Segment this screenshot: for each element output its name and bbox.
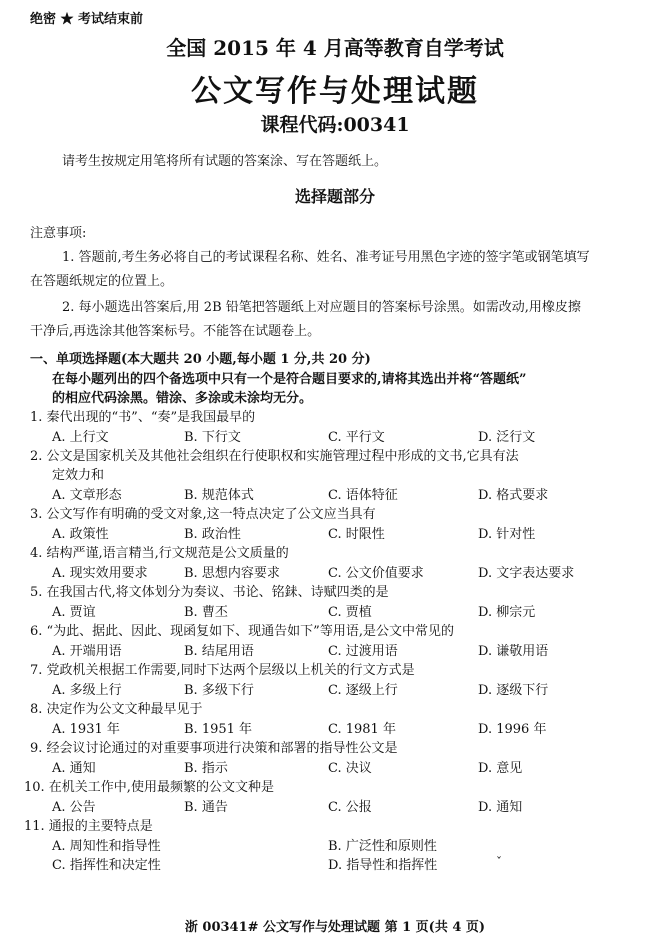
- option-b: B. 结尾用语: [184, 644, 254, 659]
- question-stem: 11. 通报的主要特点是: [24, 819, 153, 834]
- option-b: B. 指示: [184, 761, 228, 776]
- question-stem: 1. 秦代出现的“书”、“奏”是我国最早的: [30, 410, 256, 425]
- option-b: B. 多级下行: [184, 683, 254, 698]
- option-a: A. 公告: [52, 800, 96, 815]
- option-c: C. 逐级上行: [328, 683, 398, 698]
- note-line: 2. 每小题选出答案后,用 2B 铅笔把答题纸上对应题目的答案标号涂黑。如需改动,用橡皮擦: [62, 300, 581, 315]
- option-d: D. 1996 年: [478, 722, 547, 737]
- option-d: D. 柳宗元: [478, 605, 536, 620]
- option-a: A. 上行文: [52, 430, 109, 445]
- option-d: D. 泛行文: [478, 430, 536, 445]
- note-line: 在答题纸规定的位置上。: [30, 274, 174, 289]
- exam-title: 全国 2015 年 4 月高等教育自学考试: [166, 36, 504, 60]
- part-description: 的相应代码涂黑。错涂、多涂或未涂均无分。: [52, 391, 313, 406]
- option-c: C. 贾植: [328, 605, 372, 620]
- option-d: D. 针对性: [478, 527, 536, 542]
- option-c: C. 过渡用语: [328, 644, 398, 659]
- option-c: C. 时限性: [328, 527, 385, 542]
- option-c: C. 公报: [328, 800, 372, 815]
- question-stem: 5. 在我国古代,将文体划分为奏议、书论、铭銇、诗赋四类的是: [30, 585, 389, 600]
- option-a: A. 现实效用要求: [52, 566, 148, 581]
- option-d: D. 通知: [478, 800, 523, 815]
- part-description: 在每小题列出的四个备选项中只有一个是符合题目要求的,请将其选出并将“答题纸”: [52, 372, 527, 387]
- option-a: A. 通知: [52, 761, 96, 776]
- option-b: B. 1951 年: [184, 722, 253, 737]
- question-stem: 7. 党政机关根据工作需要,同时下达两个层级以上机关的行文方式是: [30, 663, 415, 678]
- option-b: B. 下行文: [184, 430, 241, 445]
- option-c: C. 1981 年: [328, 722, 396, 737]
- option-c: C. 公文价值要求: [328, 566, 424, 581]
- option-d: D. 文字表达要求: [478, 566, 575, 581]
- option-a: A. 政策性: [52, 527, 109, 542]
- section-title: 选择题部分: [294, 187, 375, 206]
- option-b: B. 通告: [184, 800, 228, 815]
- option-a: A. 开端用语: [52, 644, 122, 659]
- course-code: 课程代码:00341: [260, 114, 410, 136]
- question-stem: 8. 决定作为公文文种最早见于: [30, 702, 203, 717]
- option-b: B. 广泛性和原则性: [328, 839, 437, 854]
- option-b: B. 规范体式: [184, 488, 254, 503]
- option-c: C. 语体特征: [328, 488, 398, 503]
- question-stem: 4. 结构严谨,语言精当,行文规范是公文质量的: [30, 546, 289, 561]
- option-d: D. 格式要求: [478, 488, 549, 503]
- stray-mark: ˇ: [496, 855, 502, 869]
- notes-heading: 注意事项:: [30, 226, 87, 241]
- option-a: A. 1931 年: [52, 722, 120, 737]
- option-d: D. 谦敬用语: [478, 644, 549, 659]
- page-footer: 浙 00341# 公文写作与处理试题 第 1 页(共 4 页): [184, 920, 486, 935]
- question-stem: 2. 公文是国家机关及其他社会组织在行使职权和实施管理过程中形成的文书,它具有法: [30, 449, 519, 464]
- option-a: A. 周知性和指导性: [52, 839, 161, 854]
- option-c: C. 指挥性和决定性: [52, 858, 161, 873]
- part-title: 一、单项选择题(本大题共 20 小题,每小题 1 分,共 20 分): [30, 352, 371, 367]
- option-b: B. 政治性: [184, 527, 241, 542]
- option-c: C. 决议: [328, 761, 372, 776]
- question-stem: 3. 公文写作有明确的受文对象,这一特点决定了公文应当具有: [30, 507, 376, 522]
- note-line: 干净后,再选涂其他答案标号。不能答在试题卷上。: [30, 324, 321, 339]
- option-c: C. 平行文: [328, 430, 385, 445]
- question-stem: 6. “为此、据此、因此、现函复如下、现通告如下”等用语,是公文中常见的: [30, 624, 454, 639]
- option-a: A. 多级上行: [52, 683, 122, 698]
- secret-label: 绝密 ★ 考试结束前: [30, 12, 144, 27]
- option-b: B. 曹丕: [184, 605, 228, 620]
- option-d: D. 意见: [478, 761, 523, 776]
- note-line: 1. 答题前,考生务必将自己的考试课程名称、姓名、准考证号用黑色字迹的签字笔或钢笔填写: [62, 250, 590, 265]
- option-b: B. 思想内容要求: [184, 566, 280, 581]
- option-d: D. 指导性和指挥性: [328, 858, 438, 873]
- question-stem-continued: 定效力和: [52, 468, 105, 483]
- option-a: A. 文章形态: [52, 488, 122, 503]
- option-a: A. 贾谊: [52, 605, 96, 620]
- question-stem: 9. 经会议讨论通过的对重要事项进行决策和部署的指导性公文是: [30, 741, 398, 756]
- option-d: D. 逐级下行: [478, 683, 549, 698]
- paper-title: 公文写作与处理试题: [191, 74, 479, 109]
- question-stem: 10. 在机关工作中,使用最频繁的公文文种是: [24, 780, 274, 795]
- answer-instruction: 请考生按规定用笔将所有试题的答案涂、写在答题纸上。: [62, 154, 388, 169]
